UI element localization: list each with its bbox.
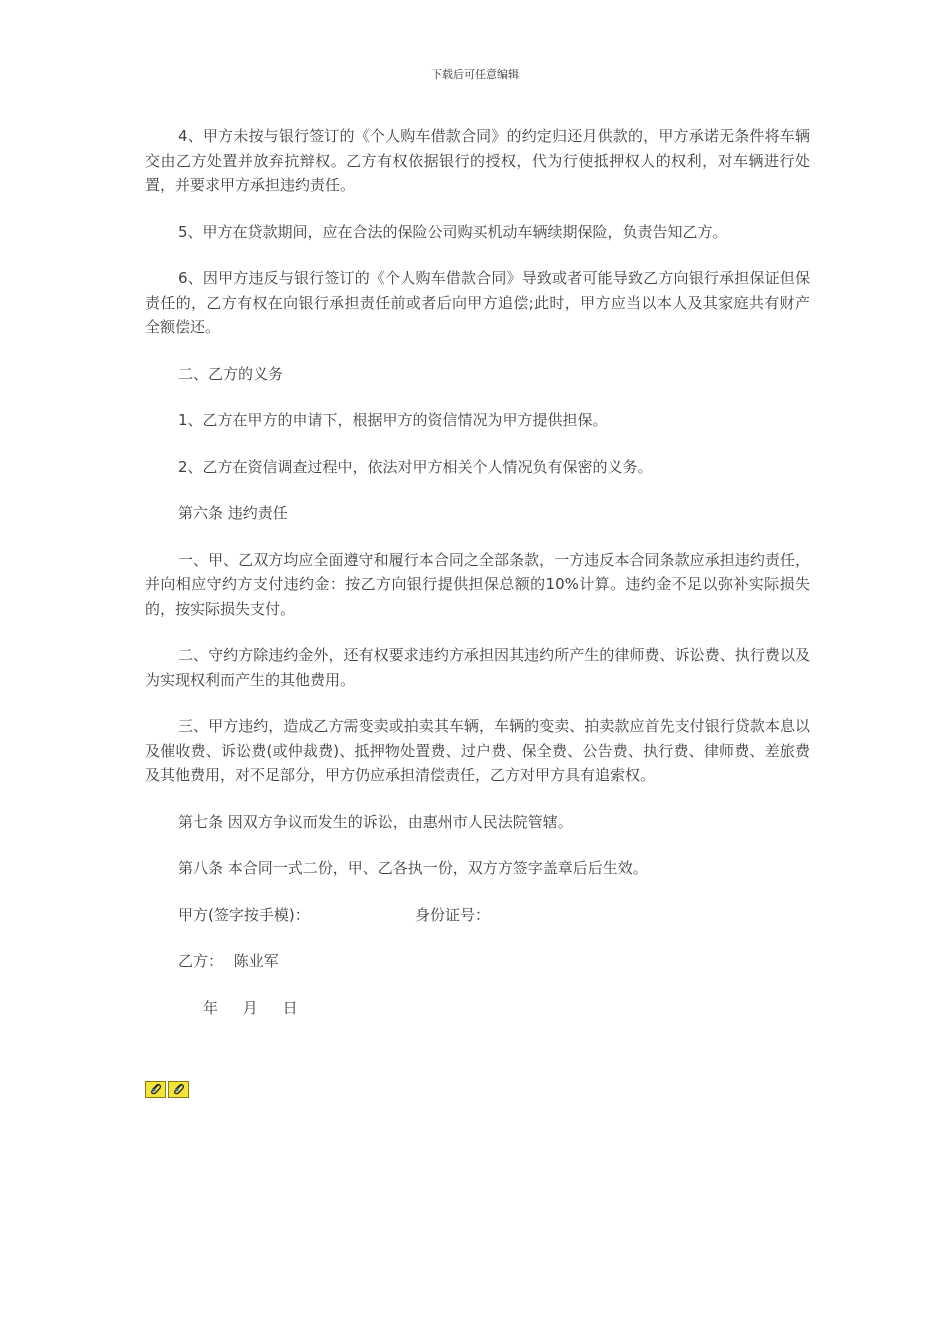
date-day: 日 xyxy=(282,998,298,1017)
clause-paragraph: 5、甲方在贷款期间，应在合法的保险公司购买机动车辆续期保险，负责告知乙方。 xyxy=(178,222,728,241)
article-paragraph: 第七条 因双方争议而发生的诉讼，由惠州市人民法院管辖。 xyxy=(178,812,573,831)
document-body xyxy=(145,124,810,1042)
clause-paragraph: 三、甲方违约，造成乙方需变卖或拍卖其车辆，车辆的变卖、拍卖款应首先支付银行贷款本息以及催收费、诉讼费(或仲裁费)、抵押物处置费、过户费、保全费、公告费、执行费、律师费、差旅费及其他费用，对不足部分，甲方仍应承担清偿责任，乙方对甲方具有追索权。 xyxy=(145,717,810,784)
clause-paragraph: 二、守约方除违约金外，还有权要求违约方承担因其违约所产生的律师费、诉讼费、执行费以及为实现权利而产生的其他费用。 xyxy=(145,646,810,689)
article-paragraph: 第八条 本合同一式二份，甲、乙各执一份，双方方签字盖章后后生效。 xyxy=(178,859,648,877)
date-month: 月 xyxy=(242,998,258,1017)
article-heading: 第六条 违约责任 xyxy=(178,504,288,522)
date-row xyxy=(145,996,810,1021)
signature-row-party-b xyxy=(145,949,810,974)
page-header: 下载后可任意编辑 xyxy=(431,68,519,81)
clause-paragraph: 1、乙方在甲方的申请下，根据甲方的资信情况为甲方提供担保。 xyxy=(178,411,608,429)
party-b-label: 乙方： xyxy=(178,952,224,970)
paperclip-icon xyxy=(148,1083,163,1096)
party-b-name: 陈业军 xyxy=(233,952,279,970)
embedded-object-icon[interactable] xyxy=(145,1081,166,1098)
embedded-objects xyxy=(145,1081,191,1098)
clause-paragraph: 2、乙方在资信调查过程中，依法对甲方相关个人情况负有保密的义务。 xyxy=(178,457,653,476)
clause-paragraph: 6、因甲方违反与银行签订的《个人购车借款合同》导致或者可能导致乙方向银行承担保证但保责任的，乙方有权在向银行承担责任前或者后向甲方追偿;此时，甲方应当以本人及其家庭共有财产全额偿还。 xyxy=(145,269,810,336)
id-number-label: 身份证号： xyxy=(415,905,491,924)
date-year: 年 xyxy=(203,998,219,1017)
clause-paragraph: 4、甲方未按与银行签订的《个人购车借款合同》的约定归还月供款的，甲方承诺无条件将车辆交由乙方处置并放弃抗辩权。乙方有权依据银行的授权，代为行使抵押权人的权利，对车辆进行处置，并要求甲方承担违约责任。 xyxy=(145,127,810,194)
paperclip-icon xyxy=(171,1083,186,1096)
clause-paragraph: 一、甲、乙双方均应全面遵守和履行本合同之全部条款，一方违反本合同条款应承担违约责任，并向相应守约方支付违约金：按乙方向银行提供担保总额的10%计算。违约金不足以弥补实际损失的，按实际损失支付。 xyxy=(145,550,810,618)
party-a-label: 甲方(签字按手模)： xyxy=(178,905,310,924)
section-heading: 二、乙方的义务 xyxy=(178,364,284,383)
embedded-object-icon[interactable] xyxy=(168,1081,189,1098)
signature-row-party-a xyxy=(145,903,810,928)
